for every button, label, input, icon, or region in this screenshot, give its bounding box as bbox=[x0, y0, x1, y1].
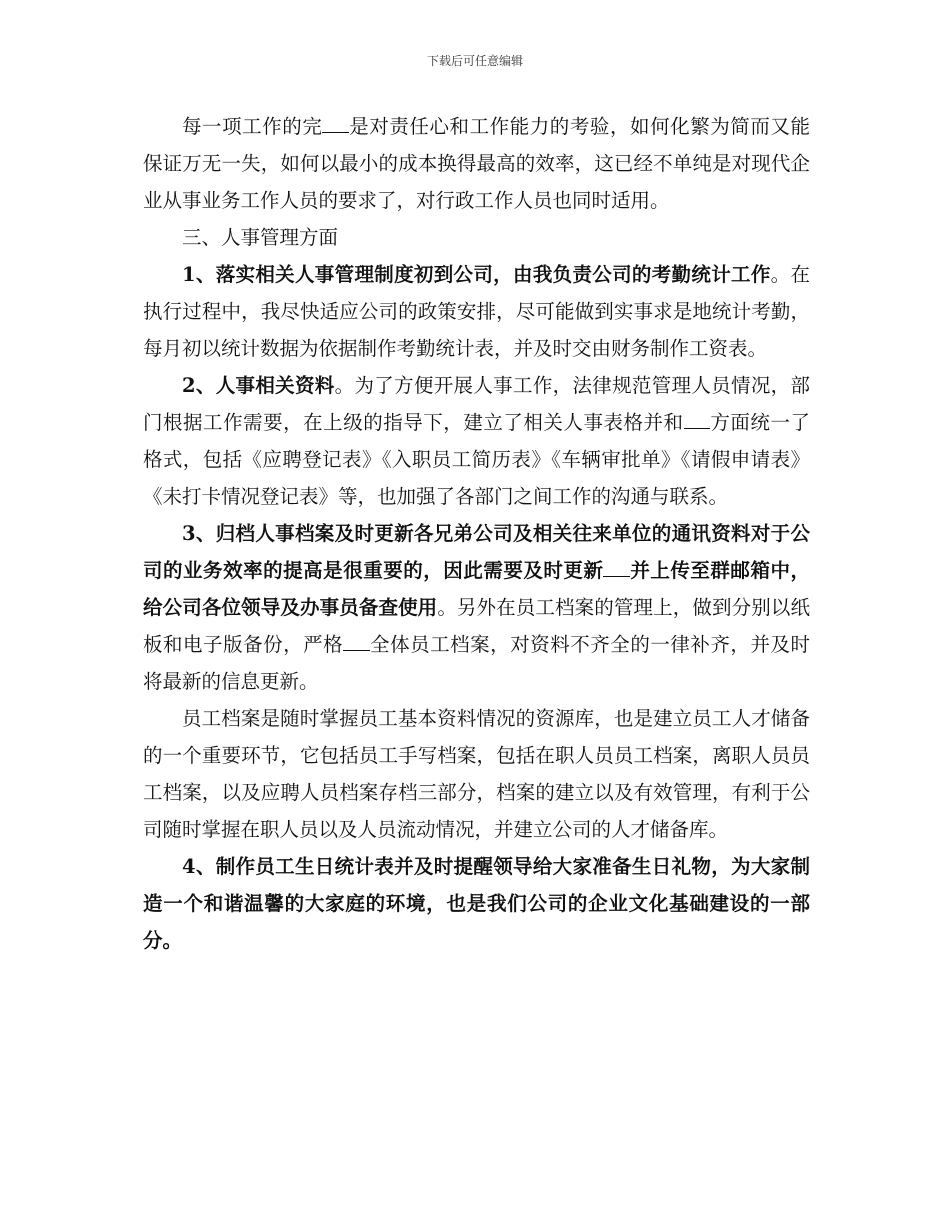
item-2-lead: 2、人事相关资料 bbox=[182, 374, 335, 397]
paragraph-employee-archive: 员工档案是随时掌握员工基本资料情况的资源库，也是建立员工人才储备的一个重要环节，它包括员工手写档案，包括在职人员员工档案，离职人员员工档案，以及应聘人员档案存档三部分，档案的建立以及有效管理，有利于公司随时掌握在职人员以及人员流动情况，并建立公司的人才储备库。 bbox=[143, 707, 810, 841]
item-3-text-cont: 全体员工档案，对资料不齐全的一律补齐，并及时将最新的信息更新。 bbox=[143, 633, 810, 693]
fill-blank bbox=[343, 632, 369, 651]
paragraph-item-3 bbox=[143, 515, 810, 700]
paragraph-work-quality bbox=[143, 108, 810, 219]
section-heading-hr: 三、人事管理方面 bbox=[182, 226, 339, 249]
fill-blank bbox=[684, 410, 710, 429]
fill-blank bbox=[603, 558, 629, 577]
item-3-text: 。另外在员工档案的管理上，做到分别以纸板和电子版备份，严格 bbox=[143, 596, 810, 656]
paragraph-item-1 bbox=[143, 256, 810, 367]
item-1-lead: 1、落实相关人事管理制度初到公司，由我负责公司的考勤统计工作 bbox=[182, 263, 771, 286]
item-1-text: 。在执行过程中，我尽快适应公司的政策安排，尽可能做到实事求是地统计考勤，每月初以统计数据为依据制作考勤统计表，并及时交由财务制作工资表。 bbox=[143, 263, 810, 360]
page-header: 下载后可任意编辑 bbox=[426, 54, 523, 68]
item-3-lead: 3、归档人事档案及时更新各兄弟公司及相关往来单位的通讯资料对于公司的业务效率的提高是很重要的，因此需要及时更新 bbox=[143, 522, 810, 582]
paragraph-text: 每一项工作的完 bbox=[182, 115, 323, 138]
document-body bbox=[143, 108, 810, 959]
paragraph-item-2 bbox=[143, 367, 810, 515]
item-2-text-cont: 方面统一了格式，包括《应聘登记表》《入职员工简历表》《车辆审批单》《请假申请表》《未打卡情况登记表》等，也加强了各部门之间工作的沟通与联系。 bbox=[143, 411, 810, 508]
item-3-lead-cont: 并上传至群邮箱中，给公司各位领导及办事员备查使用 bbox=[143, 559, 810, 619]
paragraph-text: 是对责任心和工作能力的考验，如何化繁为简而又能保证万无一失，如何以最小的成本换得最高的效率，这已经不单纯是对现代企业从事业务工作人员的要求了，对行政工作人员也同时适用。 bbox=[143, 115, 810, 212]
item-2-text: 。为了方便开展人事工作，法律规范管理人员情况，部门根据工作需要，在上级的指导下，建立了相关人事表格并和 bbox=[143, 374, 810, 434]
fill-blank bbox=[322, 114, 348, 133]
paragraph-item-4: 4、制作员工生日统计表并及时提醒领导给大家准备生日礼物，为大家制造一个和谐温馨的大家庭的环境，也是我们公司的企业文化基础建设的一部分。 bbox=[143, 855, 810, 952]
